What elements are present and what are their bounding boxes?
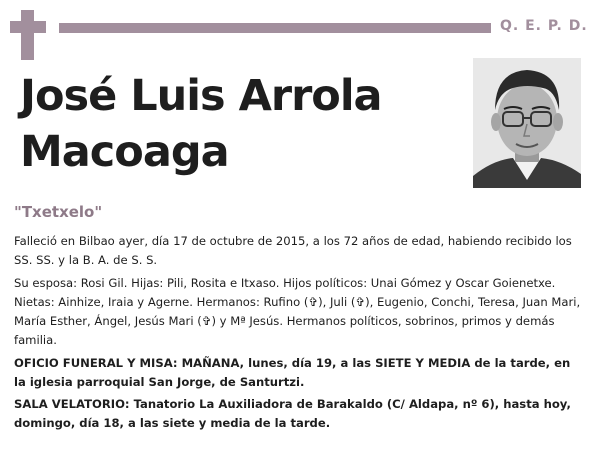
deceased-name-line2: Macoaga <box>20 127 229 177</box>
deceased-nickname: "Txetxelo" <box>14 203 103 221</box>
deceased-name <box>20 68 460 180</box>
cross-icon <box>21 10 34 60</box>
header-divider-bar <box>59 23 491 33</box>
deceased-name-line1: José Luis Arrola <box>20 71 382 121</box>
obituary-body <box>14 232 586 436</box>
qepd-label: Q. E. P. D. <box>500 18 588 34</box>
family-list: Su esposa: Rosi Gil. Hijas: Pili, Rosita e Itxaso. Hijos políticos: Unai Gómez y Oscar Goienetxe. Nietas: Ainhize, Iraia y Agerne. Hermanos: Rufino (✞), Juli (✞), Eugenio, Conchi, Teresa, Juan Mari, María Esther, Ángel, Jesús Mari (✞) y Mª Jesús. Hermanos políticos, sobrinos, primos y demás familia. <box>14 276 581 347</box>
wake-room-info: SALA VELATORIO: Tanatorio La Auxiliadora de Barakaldo (C/ Aldapa, nº 6), hasta hoy, domingo, día 18, a las siete y media de la tarde. <box>14 397 571 430</box>
death-announcement: Falleció en Bilbao ayer, día 17 de octubre de 2015, a los 72 años de edad, habiendo recibido los SS. SS. y la B. A. de S. S. <box>14 234 572 267</box>
deceased-portrait <box>473 58 581 188</box>
cross-icon-arm <box>10 21 46 33</box>
funeral-service-info: OFICIO FUNERAL Y MISA: MAÑANA, lunes, día 19, a las SIETE Y MEDIA de la tarde, en la iglesia parroquial San Jorge, de Santurtzi. <box>14 356 571 389</box>
